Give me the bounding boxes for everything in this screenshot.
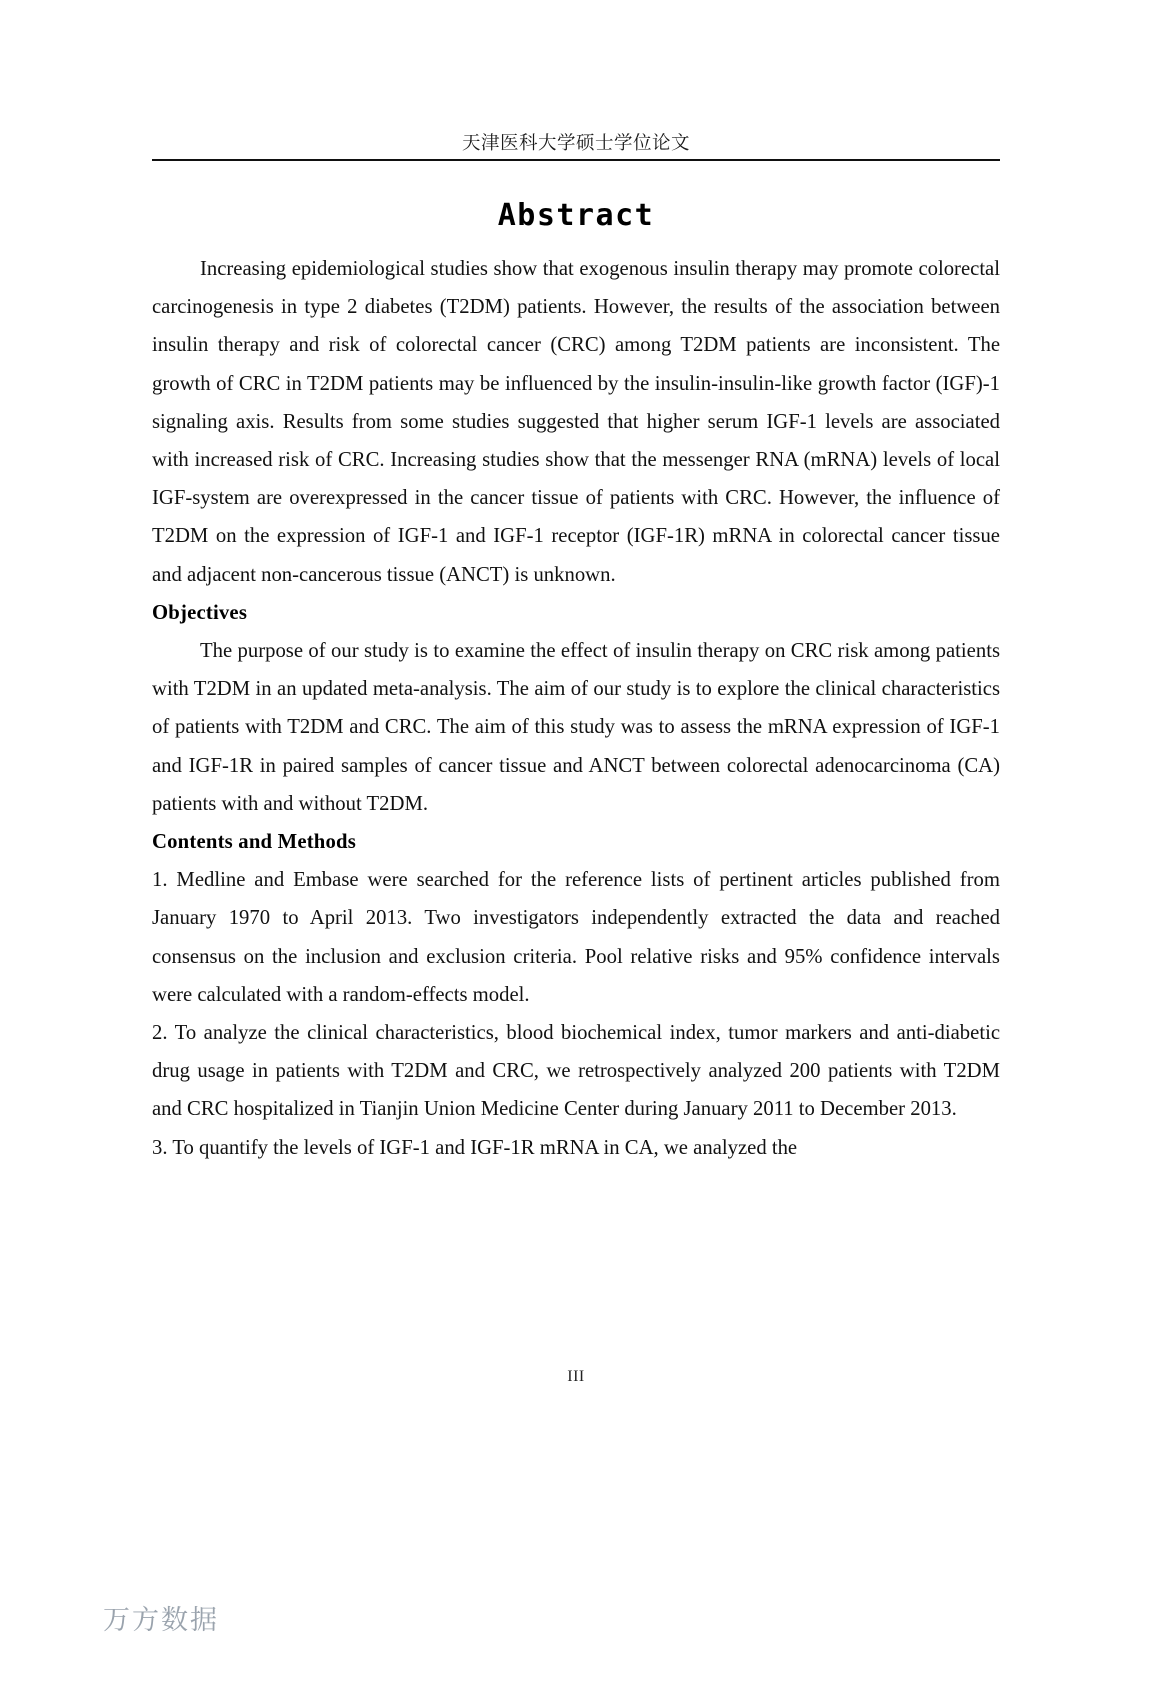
header-divider — [152, 159, 1000, 161]
page-title: Abstract — [497, 198, 655, 233]
methods-item-2: 2. To analyze the clinical characteristics, blood biochemical index, tumor markers and anti-diabetic drug usage in patients with T2DM and CRC, we retrospectively analyzed 200 patients with T2DM and CRC hospitalized in Tianjin Union Medicine Center during January 2011 to December 2013. — [152, 1022, 1000, 1121]
abstract-paragraph-objectives: The purpose of our study is to examine the effect of insulin therapy on CRC risk among patients with T2DM in an updated meta-analysis. The aim of our study is to explore the clinical characteristics of patients with T2DM and CRC. The aim of this study was to assess the mRNA expression of IGF-1 and IGF-1R in paired samples of cancer tissue and ANCT between colorectal adenocarcinoma (CA) patients with and without T2DM. — [152, 640, 1000, 815]
page-number: III — [567, 1368, 585, 1385]
running-header-title: 天津医科大学硕士学位论文 — [461, 133, 690, 154]
watermark: 万方数据 — [103, 1605, 219, 1636]
methods-item-3: 3. To quantify the levels of IGF-1 and IGF-1R mRNA in CA, we analyzed the — [152, 1136, 798, 1159]
methods-item-1: 1. Medline and Embase were searched for the reference lists of pertinent articles published from January 1970 to April 2013. Two investigators independently extracted the data and reached consensus on the inclusion and exclusion criteria. Pool relative risks and 95% confidence intervals were calculated with a random-effects model. — [152, 869, 1000, 1006]
abstract-paragraph-intro: Increasing epidemiological studies show that exogenous insulin therapy may promote colorectal carcinogenesis in type 2 diabetes (T2DM) patients. However, the results of the association between insulin therapy and risk of colorectal cancer (CRC) among T2DM patients are inconsistent. The growth of CRC in T2DM patients may be influenced by the insulin-insulin-like growth factor (IGF)-1 signaling axis. Results from some studies suggested that higher serum IGF-1 levels are associated with increased risk of CRC. Increasing studies show that the messenger RNA (mRNA) levels of local IGF-system are overexpressed in the cancer tissue of patients with CRC. However, the influence of T2DM on the expression of IGF-1 and IGF-1 receptor (IGF-1R) mRNA in colorectal cancer tissue and adjacent non-cancerous tissue (ANCT) is unknown. — [152, 258, 1000, 586]
section-heading-contents-and-methods: Contents and Methods — [152, 831, 357, 854]
page-header — [152, 134, 1000, 161]
document-body — [152, 250, 1000, 1167]
section-heading-objectives: Objectives — [152, 601, 248, 624]
